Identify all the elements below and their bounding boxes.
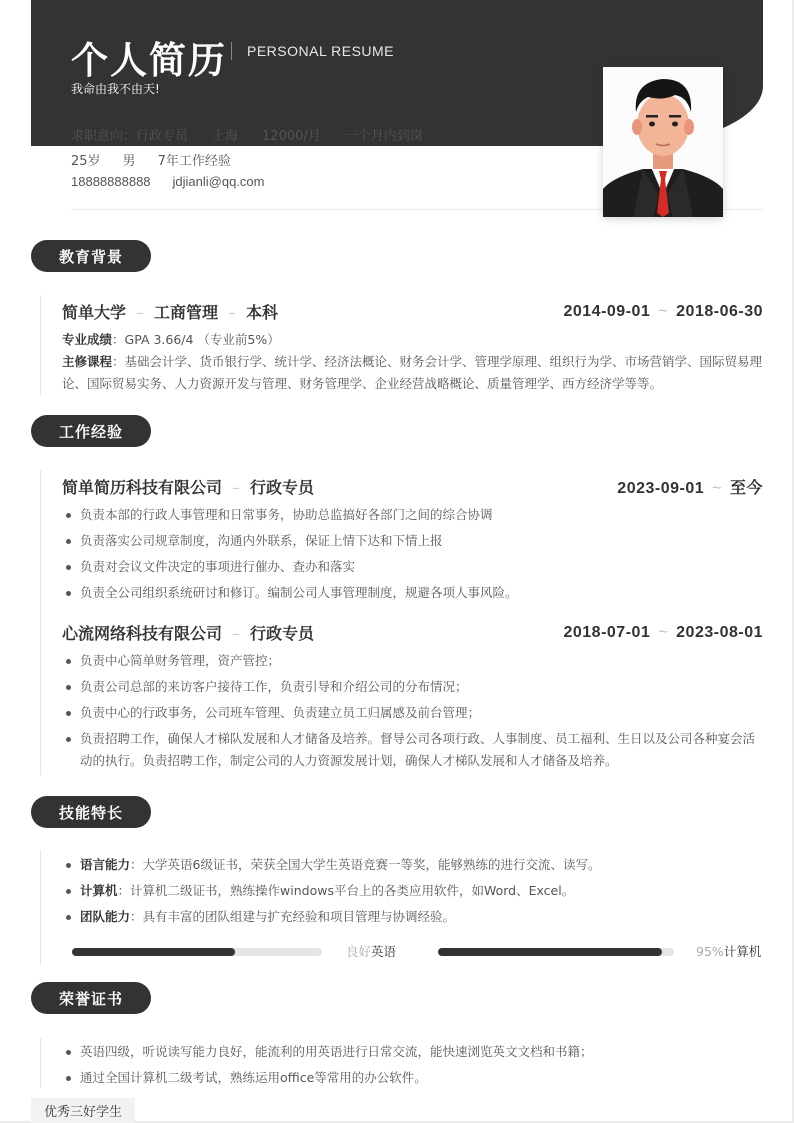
skill-label: 计算机 bbox=[80, 883, 118, 898]
courses-line bbox=[62, 351, 764, 395]
skill-bar-fill bbox=[438, 948, 662, 956]
start-date: 2023-09-01 bbox=[617, 480, 705, 497]
resume-title: 个人简历 bbox=[71, 39, 227, 82]
job-header: 简单简历科技有限公司 – 行政专员 2023-09-01 ~ 至今 bbox=[62, 478, 763, 497]
skills-list bbox=[62, 854, 762, 932]
education-header bbox=[62, 300, 763, 323]
gpa-line bbox=[62, 329, 764, 351]
skill-bar-english bbox=[72, 948, 322, 956]
list-item: 负责招聘工作，确保人才梯队发展和人才储备及培养。督导公司各项行政、人事制度、员工福利、生日以及公司各种宴会活动的执行。负责招聘工作，制定公司的人力资源发展计划，确保人才梯队发展和人才储备及培养。 bbox=[62, 728, 762, 772]
end-date: 2018-06-30 bbox=[676, 302, 763, 320]
section-line bbox=[40, 470, 41, 775]
motto: 我命由我不由天! bbox=[71, 82, 160, 96]
list-item: 负责落实公司规章制度，沟通内外联系，保证上情下达和下情上报 bbox=[62, 530, 762, 552]
skill-bar-label: 95%计算机 bbox=[696, 944, 762, 959]
section-title-education: 教育背景 bbox=[31, 240, 151, 272]
skill-label: 团队能力 bbox=[80, 909, 131, 924]
major: 工商管理 bbox=[154, 303, 219, 322]
section-line bbox=[40, 295, 41, 395]
section-title-honors: 荣誉证书 bbox=[31, 982, 151, 1014]
resume-subtitle: PERSONAL RESUME bbox=[247, 43, 395, 59]
profile-photo bbox=[603, 67, 723, 217]
intent-availability: 一个月内到岗 bbox=[344, 129, 423, 144]
start-date: 2018-07-01 bbox=[563, 623, 651, 641]
section-title-skills: 技能特长 bbox=[31, 796, 151, 828]
section-title-work: 工作经验 bbox=[31, 415, 151, 447]
list-item: 通过全国计算机二级考试，熟练运用office等常用的办公软件。 bbox=[62, 1067, 762, 1089]
education-details bbox=[62, 329, 764, 395]
company-name: 简单简历科技有限公司 bbox=[62, 478, 223, 497]
gender: 男 bbox=[122, 154, 136, 169]
company-name: 心流网络科技有限公司 bbox=[62, 624, 223, 643]
job-intent bbox=[71, 125, 423, 144]
phone: 18888888888 bbox=[71, 174, 151, 189]
school-name: 简单大学 bbox=[62, 303, 127, 322]
list-item: 语言能力：大学英语6级证书，荣获全国大学生英语竞赛一等奖，能够熟练的进行交流、读写。 bbox=[62, 854, 762, 876]
skill-bar-computer bbox=[438, 948, 674, 956]
title-divider bbox=[231, 42, 232, 60]
list-item: 计算机：计算机二级证书，熟练操作windows平台上的各类应用软件，如Word、Excel。 bbox=[62, 880, 762, 902]
courses-value: ：基础会计学、货币银行学、统计学、经济法概论、财务会计学、管理学原理、组织行为学、市场营销学、国际贸易理论、国际贸易实务、人力资源开发与管理、财务管理学、企业经营战略概论、质量管理学、西方经济学等等。 bbox=[62, 354, 763, 391]
intent-position: 求职意向：行政专员 bbox=[71, 129, 189, 144]
basic-info bbox=[71, 150, 231, 169]
list-item: 团队能力：具有丰富的团队组建与扩充经验和项目管理与协调经验。 bbox=[62, 906, 762, 928]
skill-bar-label: 良好英语 bbox=[346, 944, 397, 959]
gpa-label: 专业成绩 bbox=[62, 332, 113, 347]
avatar-icon bbox=[603, 67, 723, 217]
intent-city: 上海 bbox=[212, 129, 239, 144]
age: 25岁 bbox=[71, 154, 101, 169]
list-item: 负责全公司组织系统研讨和修订。编制公司人事管理制度，规避各项人事风险。 bbox=[62, 582, 762, 604]
job-role: 行政专员 bbox=[250, 478, 315, 497]
honors-list bbox=[62, 1041, 762, 1093]
intent-salary: 12000/月 bbox=[262, 129, 321, 144]
end-date: 至今 bbox=[729, 480, 763, 497]
education-dates: 2014-09-01 ~ 2018-06-30 bbox=[563, 302, 763, 320]
section-line bbox=[40, 1038, 41, 1088]
job-duties bbox=[62, 650, 762, 776]
list-item: 负责中心的行政事务，公司班车管理、负责建立员工归属感及前台管理； bbox=[62, 702, 762, 724]
honor-tag: 优秀三好学生 bbox=[31, 1098, 135, 1123]
experience-years: 7年工作经验 bbox=[157, 154, 231, 169]
list-item: 负责对会议文件决定的事项进行催办、查办和落实 bbox=[62, 556, 762, 578]
job-header: 心流网络科技有限公司 – 行政专员 2018-07-01 ~ 2023-08-01 bbox=[62, 623, 763, 643]
degree: 本科 bbox=[246, 303, 279, 322]
job-role: 行政专员 bbox=[250, 624, 315, 643]
end-date: 2023-08-01 bbox=[676, 623, 763, 641]
list-item: 英语四级，听说读写能力良好，能流利的用英语进行日常交流，能快速浏览英文文档和书籍； bbox=[62, 1041, 762, 1063]
gpa-value: ：GPA 3.66/4 （专业前5%） bbox=[112, 332, 280, 347]
contact-info bbox=[71, 174, 265, 189]
job-duties bbox=[62, 504, 762, 608]
section-line bbox=[40, 850, 41, 965]
list-item: 负责公司总部的来访客户接待工作，负责引导和介绍公司的分布情况； bbox=[62, 676, 762, 698]
skill-label: 语言能力 bbox=[80, 857, 131, 872]
skill-bar-fill bbox=[72, 948, 235, 956]
start-date: 2014-09-01 bbox=[563, 302, 651, 320]
list-item: 负责本部的行政人事管理和日常事务，协助总监搞好各部门之间的综合协调 bbox=[62, 504, 762, 526]
email: jdjianli@qq.com bbox=[172, 174, 265, 189]
education-names: 简单大学 – 工商管理 – 本科 bbox=[62, 303, 279, 322]
courses-label: 主修课程 bbox=[62, 354, 113, 369]
list-item: 负责中心简单财务管理，资产管控； bbox=[62, 650, 762, 672]
